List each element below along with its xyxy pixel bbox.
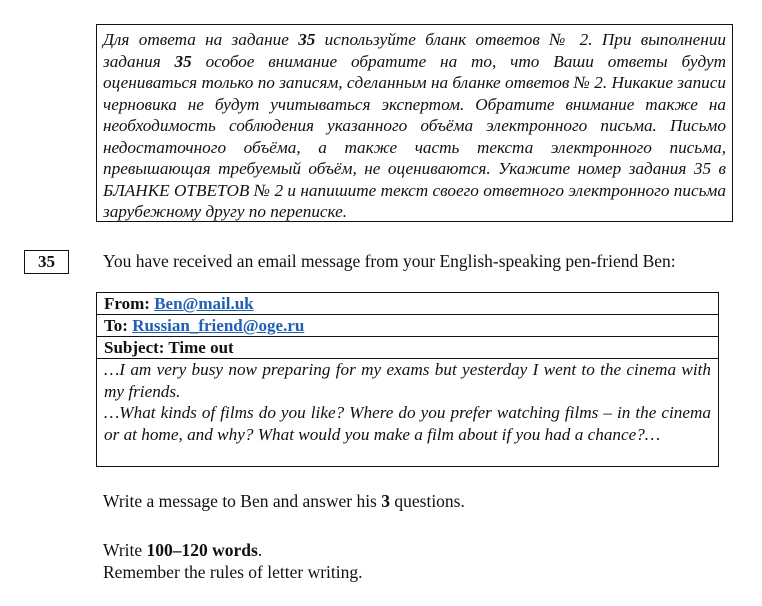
email-body-paragraph-2: …What kinds of films do you like? Where do you prefer watching films – in the cinema or at home, and why? What would you make a film about if you had a chance?… [104,403,711,444]
writing-instruction-length-pre: Write [103,540,147,560]
email-from-label: From: [104,294,155,313]
task-intro-text: You have received an email message from your English-speaking pen-friend Ben: [103,251,676,271]
instructions-task-number-2: 35 [174,51,192,71]
email-body-paragraph-1: …I am very busy now preparing for my exams but yesterday I went to the cinema with my friends. [104,360,711,401]
email-subject-label: Subject: [104,338,169,357]
email-subject-value: Time out [168,338,234,357]
email-to-label: To: [104,316,133,335]
instructions-text-part-2: используйте бланк ответов № 2. При выполнении задания [103,30,726,71]
email-to-row [97,315,718,337]
writing-instruction-answer-post: questions. [390,491,465,511]
word-count-requirement: 100–120 words [146,540,258,560]
writing-instruction-answer [103,490,465,512]
instructions-text-part-1: Для ответа на задание [103,30,299,49]
exam-instructions-box [96,24,733,222]
writing-instruction-length [103,539,262,561]
email-subject-row [97,337,718,359]
writing-instruction-length-post: . [257,540,263,560]
writing-instruction-rules: Remember the rules of letter writing. [103,562,363,582]
email-from-row [97,293,718,315]
task-number-badge: 35 [24,250,69,274]
email-body [97,359,718,445]
instructions-text-part-3: особое внимание обратите на то, что Ваши ответы будут оцениваться только по записям, сделанным на бланке ответов № 2. Никакие записи черновика не будут учитываться экспертом. Обратите внимание также на необходимость соблюдения указанного объёма электронного письма. Письмо недостаточного объёма, а также часть текста электронного письма, превышающая требуемый объём, не оцениваются. Укажите номер задания 35 в БЛАНКЕ ОТВЕТОВ № 2 и напишите текст своего ответного электронного письма зарубежному другу по переписке. [103,51,726,221]
writing-instruction-answer-pre: Write a message to Ben and answer his [103,491,382,511]
email-from-link[interactable]: Ben@mail.uk [154,294,254,313]
instructions-task-number-1: 35 [298,30,316,49]
question-count: 3 [381,491,390,511]
email-to-link[interactable]: Russian_friend@oge.ru [132,316,305,335]
email-message-box [96,292,719,467]
